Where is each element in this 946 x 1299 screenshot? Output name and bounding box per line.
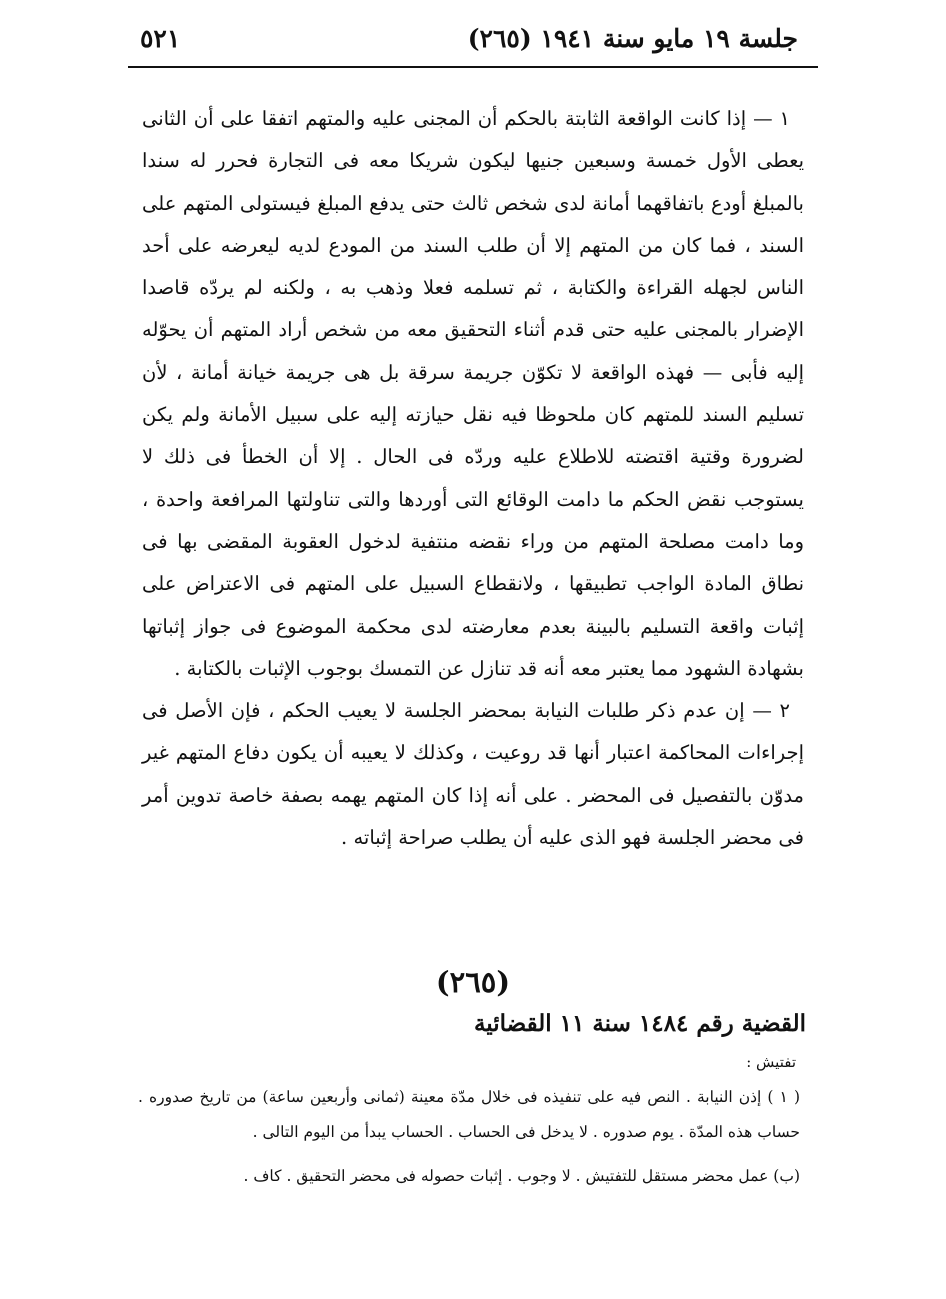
headnote-b: (ب) عمل محضر مستقل للتفتيش . لا وجوب . إثبات حصوله فى محضر التحقيق . كاف .: [243, 1167, 800, 1185]
page-header: [128, 18, 818, 68]
ruling-paragraph-2: ٢ — إن عدم ذكر طلبات النيابة بمحضر الجلسة لا يعيب الحكم ، فإن الأصل فى إجراءات المحاكمة اعتبار أنها قد روعيت ، وكذلك لا يعيبه أن يكون دفاع المتهم غير مدوّن بالتفصيل فى المحضر . على أنه إذا كان المتهم يهمه بصفة خاصة تدوين أمر فى محضر الجلسة فهو الذى عليه أن يطلب صراحة إثباته .: [142, 699, 804, 850]
page-number: ٥٢١: [140, 24, 181, 53]
case-reference: القضية رقم ١٤٨٤ سنة ١١ القضائية: [473, 1010, 806, 1037]
topic-label: تفتيش :: [746, 1053, 796, 1071]
rulings-section: [142, 98, 804, 859]
headnote-a: ( ١ ) إذن النيابة . النص فيه على تنفيذه فى خلال مدّة معينة (ثمانى وأربعين ساعة) من تاريخ صدوره . حساب هذه المدّة . يوم صدوره . لا يدخل فى الحساب . الحساب يبدأ من اليوم التالى .: [138, 1088, 800, 1141]
running-title: جلسة ١٩ مايو سنة ١٩٤١ (٢٦٥): [467, 24, 798, 53]
ruling-paragraph-1: ١ — إذا كانت الواقعة الثابتة بالحكم أن المجنى عليه والمتهم اتفقا على أن الثانى يعطى الأول خمسة وسبعين جنيها ليكون شريكا معه فى التجارة فحرر له سندا بالمبلغ أودع باتفاقهما أمانة لدى شخص ثالث حتى يدفع المبلغ فيستولى المتهم على السند ، فما كان من المتهم إلا أن طلب السند من المودع لديه ليعرضه على أحد الناس لجهله القراءة والكتابة ، ثم تسلمه فعلا وذهب به ، ولكنه لم يردّه قاصدا الإضرار بالمجنى عليه حتى قدم أثناء التحقيق معه من شخص أراد المتهم أن يحوّله إليه فأبى — فهذه الواقعة لا تكوّن جريمة سرقة بل هى جريمة خيانة أمانة ، لأن تسليم السند للمتهم كان ملحوظا فيه نقل حيازته إليه على سبيل الأمانة ولم يكن لضرورة وقتية اقتضته للاطلاع عليه وردّه فى الحال . إلا أن الخطأ فى ذلك لا يستوجب نقض الحكم ما دامت الوقائع التى أوردها والتى تناولتها المرافعة واحدة ، وما دامت مصلحة المتهم من وراء نقضه منتفية لدخول العقوبة المقضى بها فى نطاق المادة الواجب تطبيقها ، ولانقطاع السبيل على المتهم فى الاعتراض على إثبات واقعة التسليم بالبينة بعدم معارضته لدى محكمة الموضوع فى جواز إثباتها بشهادة الشهود مما يعتبر معه أنه قد تنازل عن التمسك بوجوب الإثبات بالكتابة .: [142, 107, 804, 680]
headnotes-section: [138, 1080, 800, 1194]
case-number: (٢٦٥): [435, 965, 511, 999]
header-rule: [128, 66, 818, 68]
